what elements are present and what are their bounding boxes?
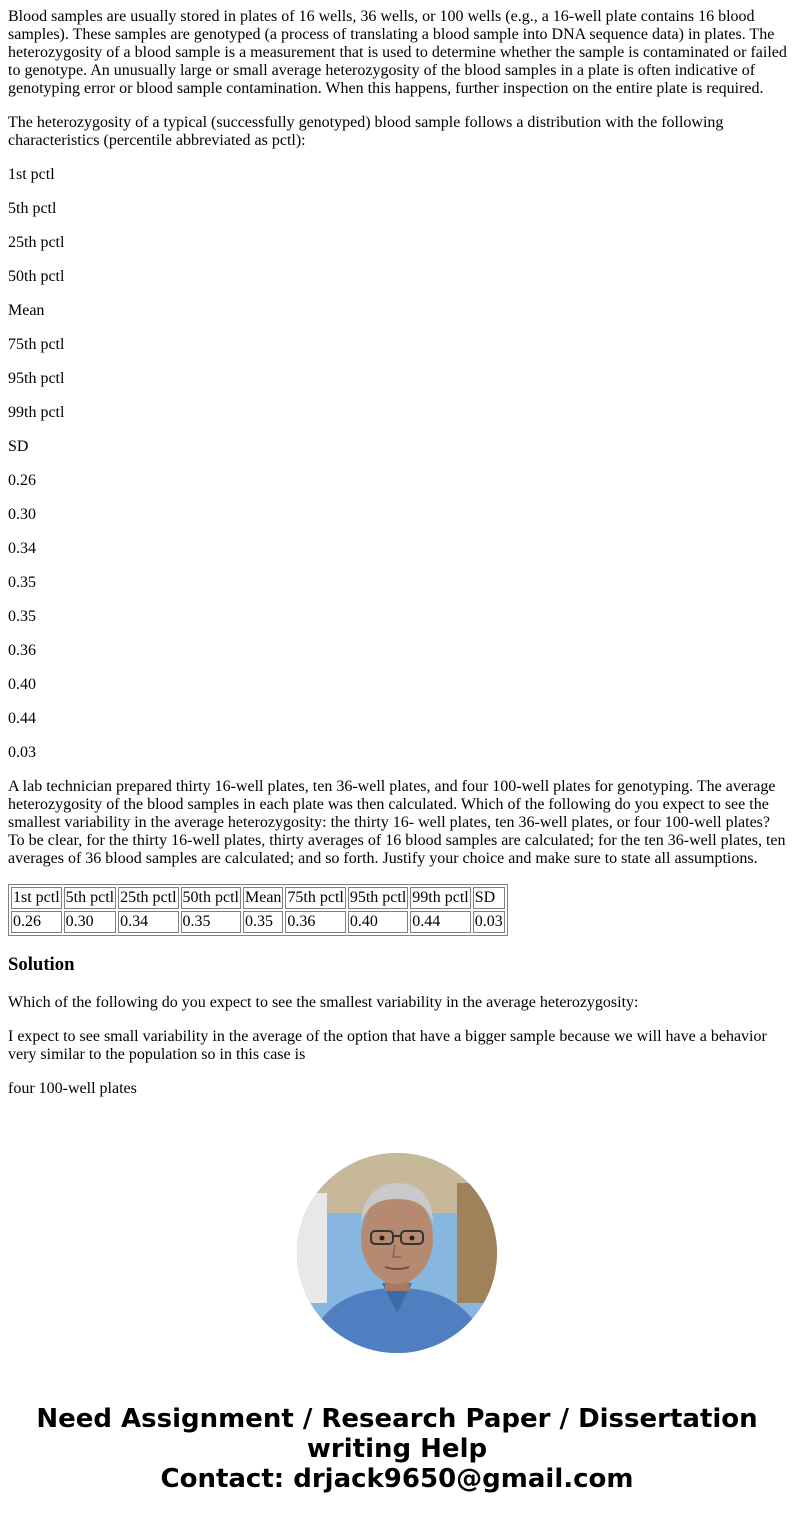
- stat-label: 25th pctl: [8, 234, 65, 251]
- solution-answer: four 100-well plates: [8, 1080, 137, 1097]
- table-header-cell: 50th pctl: [181, 887, 241, 909]
- stat-value: 0.34: [8, 540, 36, 557]
- table-header-cell: 25th pctl: [118, 887, 178, 909]
- table-header-cell: Mean: [243, 887, 283, 909]
- table-header-cell: SD: [473, 887, 505, 909]
- author-avatar: [297, 1153, 497, 1353]
- stat-label: 50th pctl: [8, 268, 65, 285]
- footer-line-2: writing Help: [306, 1434, 488, 1464]
- document-body: [8, 0, 788, 1114]
- intro-paragraph-1: Blood samples are usually stored in plates of 16 wells, 36 wells, or 100 wells (e.g., a 16-well plate contains 16 blood samples). These samples are genotyped (a process of translating a blood sample into DNA sequence data) in plates. The heterozygosity of a blood sample is a measurement that is used to determine whether the sample is contaminated or failed to genotype. An unusually large or small average heterozygosity of the blood samples in a plate is often indicative of genotyping error or blood sample contamination. When this happens, further inspection on the entire plate is required.: [8, 8, 787, 97]
- table-cell: 0.36: [285, 911, 345, 933]
- table-header-cell: 99th pctl: [410, 887, 470, 909]
- table-cell: 0.03: [473, 911, 505, 933]
- table-cell: 0.35: [181, 911, 241, 933]
- footer-banner: [0, 1404, 794, 1494]
- table-header-cell: 75th pctl: [285, 887, 345, 909]
- statistics-table: [8, 884, 508, 936]
- stat-label: 5th pctl: [8, 200, 57, 217]
- table-header-cell: 1st pctl: [11, 887, 62, 909]
- footer-contact: Contact: drjack9650@gmail.com: [160, 1464, 634, 1494]
- table-cell: 0.35: [243, 911, 283, 933]
- stat-label: 75th pctl: [8, 336, 65, 353]
- stat-value: 0.30: [8, 506, 36, 523]
- stat-label: 99th pctl: [8, 404, 65, 421]
- question-paragraph: A lab technician prepared thirty 16-well plates, ten 36-well plates, and four 100-well plates for genotyping. The average heterozygosity of the blood samples in each plate was then calculated. Which of the following do you expect to see the smallest variability in the average heterozygosity: the thirty 16- well plates, ten 36-well plates, or four 100-well plates? To be clear, for the thirty 16-well plates, thirty averages of 16 blood samples are calculated; for the ten 36-well plates, ten averages of 36 blood samples are calculated; and so forth. Justify your choice and make sure to state all assumptions.: [8, 778, 786, 867]
- stat-value: 0.44: [8, 710, 36, 727]
- intro-paragraph-2: The heterozygosity of a typical (successfully genotyped) blood sample follows a distribution with the following characteristics (percentile abbreviated as pctl):: [8, 114, 724, 149]
- stat-value: 0.36: [8, 642, 36, 659]
- table-header-cell: 5th pctl: [64, 887, 116, 909]
- stat-value: 0.35: [8, 574, 36, 591]
- stat-label: 95th pctl: [8, 370, 65, 387]
- table-cell: 0.30: [64, 911, 116, 933]
- stat-value: 0.03: [8, 744, 36, 761]
- stat-value: 0.26: [8, 472, 36, 489]
- stat-value: 0.35: [8, 608, 36, 625]
- solution-heading: Solution: [8, 954, 75, 975]
- table-row: [11, 911, 505, 933]
- stat-label: Mean: [8, 302, 45, 319]
- footer-line-1: Need Assignment / Research Paper / Dissertation: [36, 1404, 758, 1434]
- avatar-portrait: [297, 1153, 497, 1353]
- stat-value: 0.40: [8, 676, 36, 693]
- table-header-cell: 95th pctl: [348, 887, 408, 909]
- table-cell: 0.34: [118, 911, 178, 933]
- stat-label: SD: [8, 438, 29, 455]
- table-cell: 0.26: [11, 911, 62, 933]
- table-cell: 0.44: [410, 911, 470, 933]
- table-cell: 0.40: [348, 911, 408, 933]
- solution-line-2: I expect to see small variability in the average of the option that have a bigger sample because we will have a behavior very similar to the population so in this case is: [8, 1028, 767, 1063]
- stat-label: 1st pctl: [8, 166, 55, 183]
- solution-line-1: Which of the following do you expect to see the smallest variability in the average heterozygosity:: [8, 994, 639, 1011]
- table-header-row: [11, 887, 505, 909]
